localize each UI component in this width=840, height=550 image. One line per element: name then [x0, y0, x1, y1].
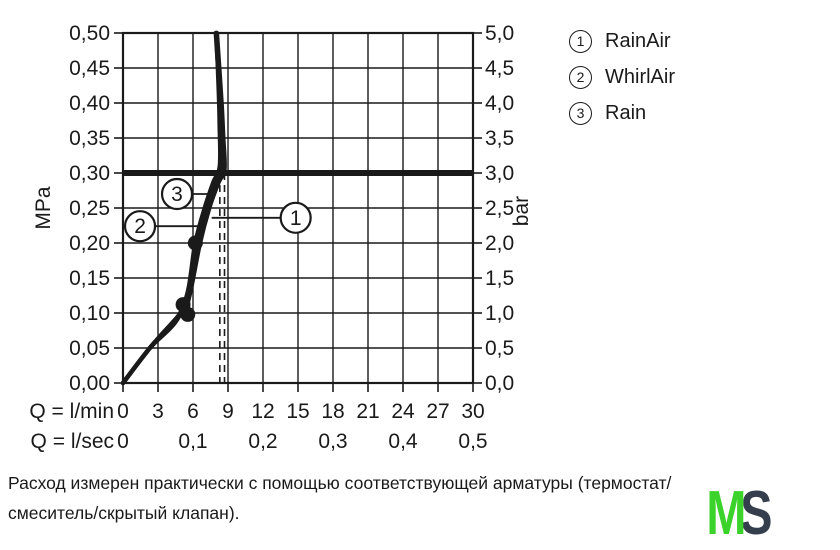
measurement-note-line2: смеситель/скрытый клапан).: [8, 503, 240, 523]
svg-text:0,10: 0,10: [69, 302, 110, 325]
ms-logo-letter-s: S: [740, 479, 773, 548]
svg-text:4,5: 4,5: [485, 57, 515, 80]
legend-circle-2-icon: 2: [569, 66, 592, 89]
svg-text:0: 0: [117, 430, 129, 453]
svg-text:0,3: 0,3: [318, 430, 348, 453]
svg-text:2,5: 2,5: [485, 197, 515, 220]
ms-logo: [699, 479, 773, 548]
svg-text:0,4: 0,4: [388, 430, 418, 453]
svg-text:1,5: 1,5: [485, 267, 515, 290]
svg-text:0: 0: [117, 400, 129, 423]
svg-text:0,25: 0,25: [69, 197, 110, 220]
svg-text:0,5: 0,5: [458, 430, 488, 453]
callout-number-2: 2: [134, 215, 146, 239]
svg-text:0,5: 0,5: [485, 337, 515, 360]
chart-legend: [569, 29, 675, 125]
legend-label-rainair: RainAir: [605, 29, 671, 52]
svg-text:0,2: 0,2: [248, 430, 278, 453]
svg-text:0,05: 0,05: [69, 337, 110, 360]
measurement-note-line1: Расход измерен практически с помощью соответствующей арматуры (термостат/: [8, 473, 672, 493]
legend-circle-3-icon: 3: [569, 102, 592, 125]
svg-text:15: 15: [286, 400, 310, 423]
callout-number-3: 3: [171, 183, 183, 206]
svg-text:3,5: 3,5: [485, 127, 515, 150]
svg-text:30: 30: [461, 400, 485, 423]
svg-text:0,0: 0,0: [485, 372, 515, 395]
legend-label-rain: Rain: [605, 101, 647, 124]
svg-text:0,15: 0,15: [69, 267, 110, 290]
svg-text:5,0: 5,0: [485, 22, 515, 45]
svg-text:9: 9: [222, 400, 234, 423]
x-axis-label-lsec: Q = l/sec: [30, 430, 114, 453]
svg-text:18: 18: [321, 400, 345, 423]
x-axis-label-lmin: Q = l/min: [29, 400, 114, 423]
svg-text:0,1: 0,1: [178, 430, 208, 453]
legend-item-whirlair: [569, 65, 675, 89]
legend-item-rain: [569, 101, 675, 125]
svg-text:0,40: 0,40: [69, 92, 110, 115]
svg-text:0,50: 0,50: [69, 22, 110, 45]
svg-text:24: 24: [391, 400, 415, 423]
svg-text:0,30: 0,30: [69, 162, 110, 185]
svg-text:4,0: 4,0: [485, 92, 515, 115]
legend-item-rainair: [569, 29, 675, 53]
svg-text:27: 27: [426, 400, 450, 423]
legend-circle-1-icon: 1: [569, 30, 592, 53]
callout-number-1: 1: [289, 206, 302, 230]
svg-text:0,20: 0,20: [69, 232, 110, 255]
svg-text:0,45: 0,45: [69, 57, 110, 80]
ms-logo-letter-m: M: [706, 479, 747, 548]
svg-text:6: 6: [187, 400, 199, 423]
legend-label-whirlair: WhirlAir: [605, 65, 675, 88]
svg-text:3: 3: [152, 400, 164, 423]
svg-text:2,0: 2,0: [485, 232, 515, 255]
svg-text:1,0: 1,0: [485, 302, 515, 325]
svg-text:21: 21: [356, 400, 380, 423]
y-axis-label-bar: bar: [510, 195, 533, 227]
svg-text:0,00: 0,00: [69, 372, 110, 395]
svg-text:0,35: 0,35: [69, 127, 110, 150]
svg-text:3,0: 3,0: [485, 162, 515, 185]
svg-text:12: 12: [251, 400, 275, 423]
y-axis-label-mpa: MPa: [32, 186, 55, 230]
